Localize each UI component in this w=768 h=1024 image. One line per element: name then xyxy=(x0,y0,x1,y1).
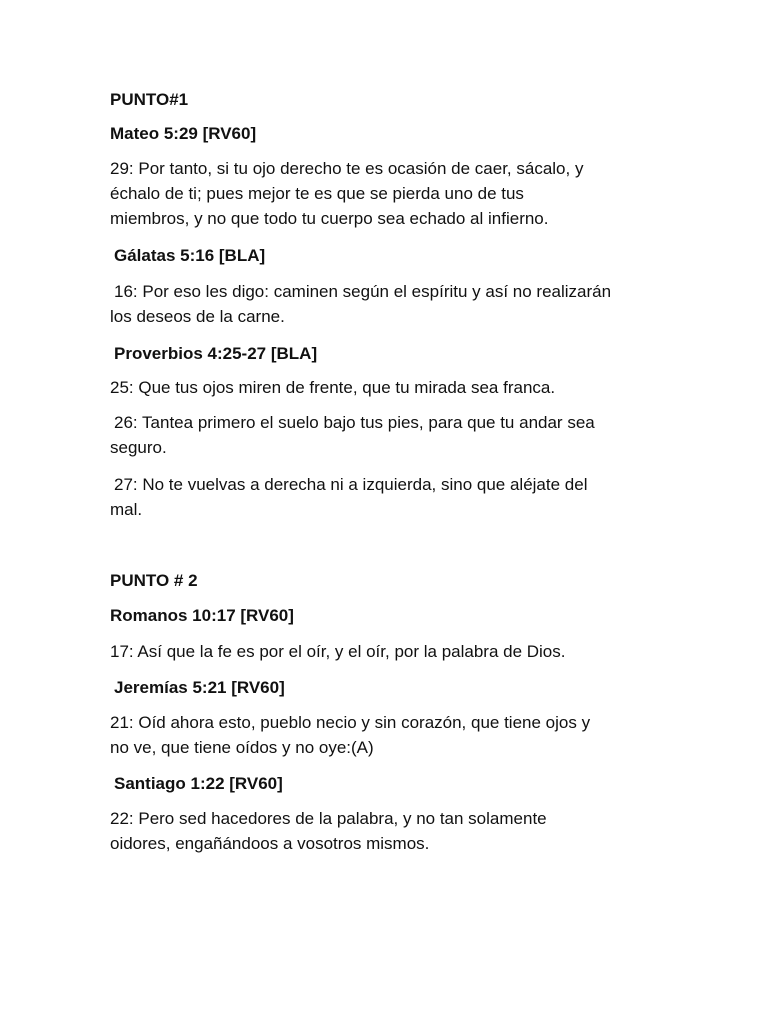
verse-line: 22: Pero sed hacedores de la palabra, y no tan solamente xyxy=(110,809,547,828)
jeremias-verse xyxy=(110,710,590,760)
mateo-reference: Mateo 5:29 [RV60] xyxy=(110,124,257,143)
proverbios-verse-27 xyxy=(110,472,587,522)
verse-line: seguro. xyxy=(110,438,167,457)
mateo-verse xyxy=(110,156,583,231)
verse-line: no ve, que tiene oídos y no oye:(A) xyxy=(110,738,374,757)
section2-heading: PUNTO # 2 xyxy=(110,571,198,590)
galatas-verse xyxy=(110,279,611,329)
proverbios-verse-26 xyxy=(110,410,595,460)
romanos-reference: Romanos 10:17 [RV60] xyxy=(110,606,294,625)
romanos-verse: 17: Así que la fe es por el oír, y el oír, por la palabra de Dios. xyxy=(110,642,566,661)
verse-line: 27: No te vuelvas a derecha ni a izquierda, sino que aléjate del xyxy=(114,475,588,494)
section1-heading: PUNTO#1 xyxy=(110,90,189,109)
galatas-reference: Gálatas 5:16 [BLA] xyxy=(114,246,266,265)
jeremias-reference: Jeremías 5:21 [RV60] xyxy=(114,678,285,697)
proverbios-reference: Proverbios 4:25-27 [BLA] xyxy=(114,344,318,363)
verse-line: 16: Por eso les digo: caminen según el espíritu y así no realizarán xyxy=(114,282,612,301)
verse-line: los deseos de la carne. xyxy=(110,307,285,326)
verse-line: miembros, y no que todo tu cuerpo sea echado al infierno. xyxy=(110,209,549,228)
verse-line: mal. xyxy=(110,500,143,519)
verse-line: 26: Tantea primero el suelo bajo tus pies, para que tu andar sea xyxy=(114,413,595,432)
verse-line: 21: Oíd ahora esto, pueblo necio y sin corazón, que tiene ojos y xyxy=(110,713,591,732)
santiago-reference: Santiago 1:22 [RV60] xyxy=(114,774,283,793)
proverbios-verse-25: 25: Que tus ojos miren de frente, que tu mirada sea franca. xyxy=(110,378,556,397)
verse-line: 29: Por tanto, si tu ojo derecho te es ocasión de caer, sácalo, y xyxy=(110,159,584,178)
verse-line: échalo de ti; pues mejor te es que se pierda uno de tus xyxy=(110,184,524,203)
verse-line: oidores, engañándoos a vosotros mismos. xyxy=(110,834,430,853)
santiago-verse xyxy=(110,806,547,856)
